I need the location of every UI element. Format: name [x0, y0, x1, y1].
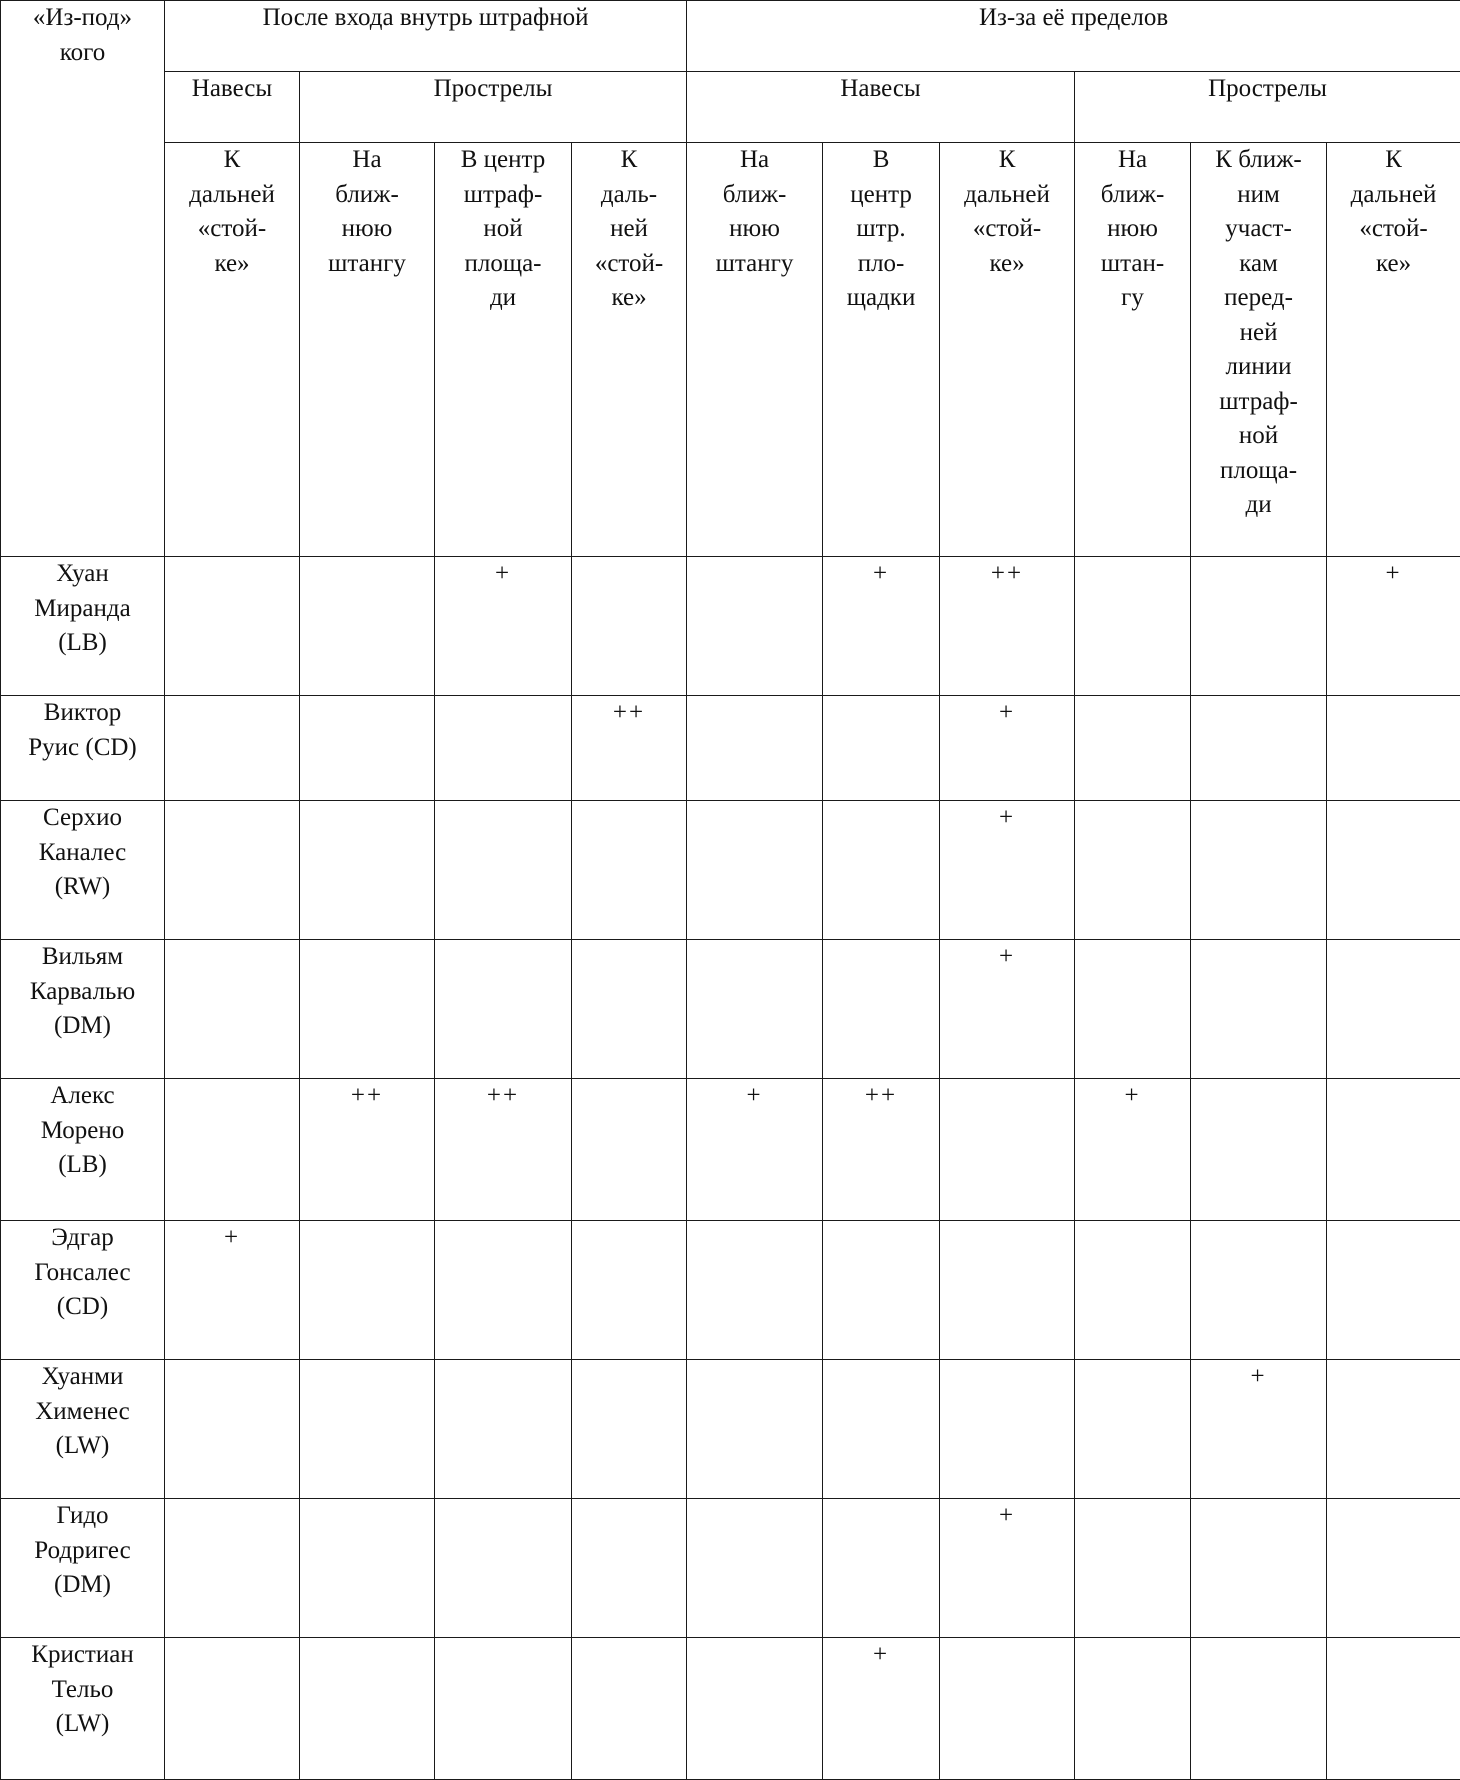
header-row-types: [1, 72, 1460, 143]
mark-cell: [165, 1079, 300, 1221]
player-cell: Алекс Морено (LB): [1, 1079, 165, 1221]
mark-cell: [572, 557, 687, 696]
column-header: В центр штраф- ной площа- ди: [435, 143, 572, 557]
table-row: [1, 1079, 1460, 1221]
mark-cell: +: [823, 557, 940, 696]
mark-cell: [940, 1221, 1075, 1360]
mark-cell: [572, 1079, 687, 1221]
mark-cell: [687, 940, 823, 1079]
mark-cell: [300, 801, 435, 940]
mark-cell: [687, 801, 823, 940]
table-row: [1, 801, 1460, 940]
mark-cell: ++: [823, 1079, 940, 1221]
mark-cell: [1075, 1360, 1191, 1499]
mark-cell: ++: [300, 1079, 435, 1221]
mark-cell: [300, 940, 435, 1079]
mark-cell: [572, 1221, 687, 1360]
mark-cell: [435, 801, 572, 940]
mark-cell: [940, 1360, 1075, 1499]
mark-cell: +: [165, 1221, 300, 1360]
player-cell: Эдгар Гонсалес (CD): [1, 1221, 165, 1360]
mark-cell: [1191, 1221, 1327, 1360]
mark-cell: [165, 557, 300, 696]
mark-cell: [1191, 1499, 1327, 1638]
mark-cell: ++: [435, 1079, 572, 1221]
mark-cell: +: [940, 801, 1075, 940]
mark-cell: [1191, 1638, 1327, 1780]
mark-cell: +: [940, 696, 1075, 801]
sub-header-inside-cutbacks: Прострелы: [300, 72, 687, 143]
group-header-outside-box: Из-за её пределов: [687, 1, 1460, 72]
player-cell: Кристиан Тельо (LW): [1, 1638, 165, 1780]
header-row-targets: [1, 143, 1460, 557]
mark-cell: [300, 1221, 435, 1360]
player-cell: Хуан Миранда (LB): [1, 557, 165, 696]
mark-cell: [435, 1360, 572, 1499]
mark-cell: [1075, 1499, 1191, 1638]
mark-cell: +: [1327, 557, 1460, 696]
mark-cell: [300, 1499, 435, 1638]
mark-cell: [687, 1221, 823, 1360]
column-header: К даль- ней «стой- ке»: [572, 143, 687, 557]
mark-cell: +: [687, 1079, 823, 1221]
table-row: [1, 1360, 1460, 1499]
mark-cell: [823, 1360, 940, 1499]
mark-cell: [300, 557, 435, 696]
mark-cell: +: [435, 557, 572, 696]
mark-cell: [300, 1360, 435, 1499]
mark-cell: [1075, 940, 1191, 1079]
player-cell: Гидо Родригес (DM): [1, 1499, 165, 1638]
sub-header-outside-cutbacks: Прострелы: [1075, 72, 1460, 143]
mark-cell: [1327, 1221, 1460, 1360]
mark-cell: [300, 1638, 435, 1780]
player-cell: Вильям Карвалью (DM): [1, 940, 165, 1079]
mark-cell: [572, 940, 687, 1079]
table-row: [1, 940, 1460, 1079]
column-header: К дальней «стой- ке»: [940, 143, 1075, 557]
mark-cell: +: [940, 1499, 1075, 1638]
mark-cell: ++: [572, 696, 687, 801]
column-header: На ближ- нюю штангу: [687, 143, 823, 557]
mark-cell: [1075, 1221, 1191, 1360]
sub-header-inside-crosses: Навесы: [165, 72, 300, 143]
mark-cell: [1327, 801, 1460, 940]
mark-cell: [435, 1638, 572, 1780]
sub-header-outside-crosses: Навесы: [687, 72, 1075, 143]
table-row: [1, 696, 1460, 801]
mark-cell: [687, 1638, 823, 1780]
table-row: [1, 1499, 1460, 1638]
mark-cell: [572, 1638, 687, 1780]
mark-cell: [823, 696, 940, 801]
column-header: На ближ- нюю штан- гу: [1075, 143, 1191, 557]
table-row: [1, 1221, 1460, 1360]
table-row: [1, 557, 1460, 696]
mark-cell: [687, 557, 823, 696]
player-cell: Хуанми Хименес (LW): [1, 1360, 165, 1499]
mark-cell: [1327, 940, 1460, 1079]
mark-cell: [687, 1360, 823, 1499]
mark-cell: [823, 940, 940, 1079]
mark-cell: [687, 1499, 823, 1638]
mark-cell: [572, 1360, 687, 1499]
mark-cell: [300, 696, 435, 801]
mark-cell: [165, 801, 300, 940]
mark-cell: [823, 1499, 940, 1638]
mark-cell: [165, 1638, 300, 1780]
table-row: [1, 1638, 1460, 1780]
mark-cell: +: [1191, 1360, 1327, 1499]
column-header: В центр штр. пло- щадки: [823, 143, 940, 557]
column-header: К дальней «стой- ке»: [165, 143, 300, 557]
mark-cell: [823, 1221, 940, 1360]
mark-cell: +: [940, 940, 1075, 1079]
mark-cell: [1327, 696, 1460, 801]
column-header: К дальней «стой- ке»: [1327, 143, 1460, 557]
mark-cell: [1327, 1638, 1460, 1780]
mark-cell: [1327, 1079, 1460, 1221]
mark-cell: [1191, 801, 1327, 940]
mark-cell: [1327, 1360, 1460, 1499]
player-cell: Серхио Каналес (RW): [1, 801, 165, 940]
mark-cell: [687, 696, 823, 801]
mark-cell: [1191, 557, 1327, 696]
mark-cell: [435, 696, 572, 801]
mark-cell: [435, 940, 572, 1079]
mark-cell: +: [1075, 1079, 1191, 1221]
mark-cell: [1075, 557, 1191, 696]
column-header: На ближ- нюю штангу: [300, 143, 435, 557]
mark-cell: ++: [940, 557, 1075, 696]
mark-cell: [940, 1638, 1075, 1780]
mark-cell: [1191, 940, 1327, 1079]
mark-cell: [165, 696, 300, 801]
mark-cell: [823, 801, 940, 940]
mark-cell: [1075, 1638, 1191, 1780]
column-header: К ближ- ним участ- кам перед- ней линии штраф- ной площа- ди: [1191, 143, 1327, 557]
group-header-inside-box: После входа внутрь штрафной: [165, 1, 687, 72]
mark-cell: [435, 1499, 572, 1638]
mark-cell: [1075, 696, 1191, 801]
mark-cell: [435, 1221, 572, 1360]
mark-cell: [572, 1499, 687, 1638]
header-row-groups: [1, 1, 1460, 72]
mark-cell: [572, 801, 687, 940]
mark-cell: [165, 1360, 300, 1499]
mark-cell: [165, 940, 300, 1079]
player-cell: Виктор Руис (CD): [1, 696, 165, 801]
corner-header: «Из-под» кого: [1, 1, 165, 557]
mark-cell: [1327, 1499, 1460, 1638]
mark-cell: [1191, 696, 1327, 801]
mark-cell: [1191, 1079, 1327, 1221]
mark-cell: [1075, 801, 1191, 940]
mark-cell: +: [823, 1638, 940, 1780]
mark-cell: [940, 1079, 1075, 1221]
mark-cell: [165, 1499, 300, 1638]
